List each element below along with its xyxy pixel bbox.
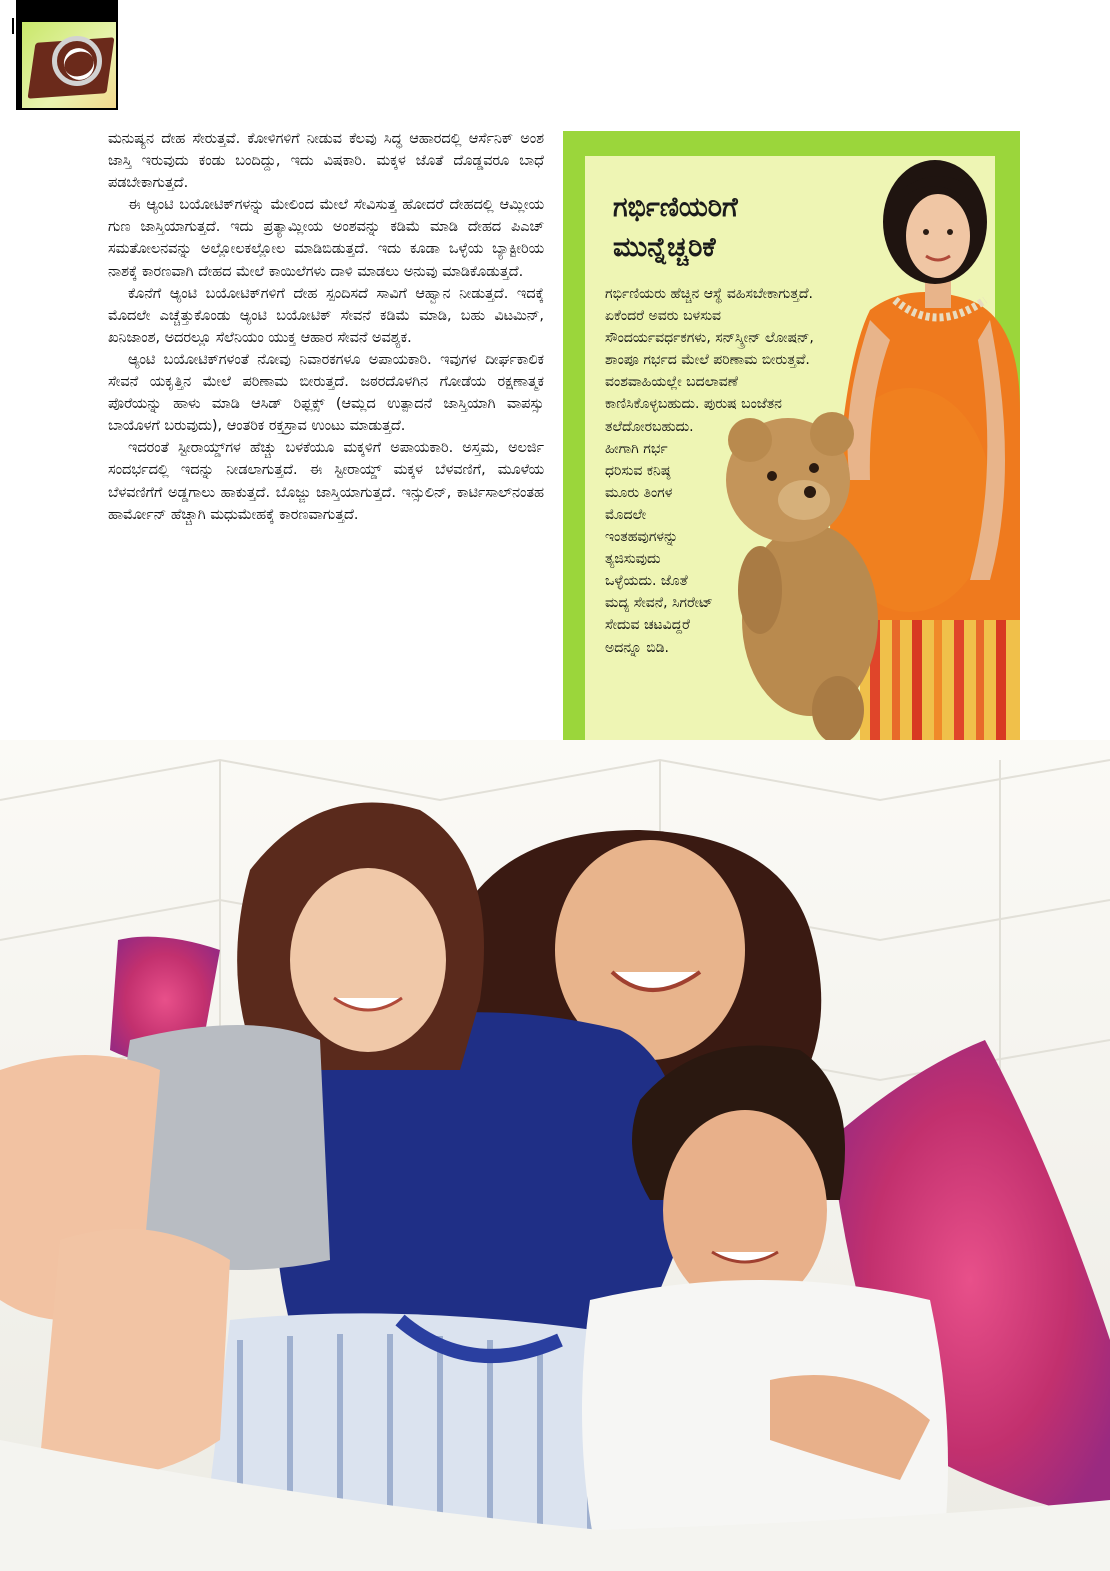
sidebar-line: ಧರಿಸುವ ಕನಿಷ್ಠ <box>605 462 671 479</box>
article-paragraph: ಕೊನೆಗೆ ಆ್ಯಂಟಿ ಬಯೋಟಿಕ್‌ಗಳಿಗೆ ದೇಹ ಸ್ಪಂದಿಸದೆ ಸಾವಿಗೆ ಆಹ್ವಾನ ನೀಡುತ್ತದೆ. ಇದಕ್ಕೆ ಮೊದಲೇ ಎಚ್ಚೆತ್ತುಕೊಂಡು ಆ್ಯಂಟಿ ಬಯೋಟಿಕ್ ಸೇವನೆ ಕಡಿಮೆ ಮಾಡಿ, ಬಹು ವಿಟಮಿನ್, ಖನಿಜಾಂಶ, ಅದರಲ್ಲೂ ಸೆಲೆನಿಯಂ ಯುಕ್ತ ಆಹಾರ ಸೇವನೆ ಅವಶ್ಯಕ. <box>108 285 544 346</box>
sidebar-line: ತಲೆದೋರಬಹುದು. <box>605 418 694 435</box>
sidebar-line: ಹೀಗಾಗಿ ಗರ್ಭ <box>605 440 668 457</box>
eye <box>923 229 929 235</box>
sidebar-line: ವಂಶವಾಹಿಯಲ್ಲೇ ಬದಲಾವಣೆ <box>605 374 738 391</box>
sidebar-line: ಒಳ್ಳೆಯದು. ಜೊತೆ <box>605 573 688 590</box>
girl-leg <box>40 1229 230 1476</box>
article-paragraph: ಮನುಷ್ಯನ ದೇಹ ಸೇರುತ್ತವೆ. ಕೋಳಿಗಳಿಗೆ ನೀಡುವ ಕೆಲವು ಸಿದ್ಧ ಆಹಾರದಲ್ಲಿ ಆರ್ಸೆನಿಕ್ ಅಂಶ ಜಾಸ್ತಿ ಇರುವುದು ಕಂಡು ಬಂದಿದ್ದು, ಇದು ವಿಷಕಾರಿ. ಮಕ್ಕಳ ಜೊತೆ ದೊಡ್ಡವರೂ ಬಾಧೆ ಪಡಬೇಕಾಗುತ್ತದೆ. <box>108 131 544 192</box>
sidebar-line: ಸೇದುವ ಚಟವಿದ್ದರೆ <box>605 617 690 634</box>
sidebar-title-line: ಗರ್ಭಿಣಿಯರಿಗೆ <box>613 192 738 223</box>
sidebar-line: ಸೌಂದರ್ಯವರ್ಧಕಗಳು, ಸನ್‌ಸ್ಕ್ರೀನ್ ಲೋಷನ್, <box>605 330 814 347</box>
pregnant-woman-photo <box>720 150 1020 762</box>
sidebar-line: ಇಂತಹವುಗಳನ್ನು <box>605 529 679 546</box>
article-paragraph: ಈ ಆ್ಯಂಟಿ ಬಯೋಟಿಕ್‌ಗಳನ್ನು ಮೇಲಿಂದ ಮೇಲೆ ಸೇವಿಸುತ್ತ ಹೋದರೆ ದೇಹದಲ್ಲಿ ಆಮ್ಲೀಯ ಗುಣ ಜಾಸ್ತಿಯಾಗುತ್ತದೆ. ಇದು ಪ್ರತ್ಯಾಮ್ಲೀಯ ಅಂಶವನ್ನು ಕಡಿಮೆ ಮಾಡಿ ದೇಹದ ಪಿಎಚ್ ಸಮತೋಲನವನ್ನು ಅಲ್ಲೋಲಕಲ್ಲೋಲ ಮಾಡಿಬಿಡುತ್ತದೆ. ಇದು ಕೂಡಾ ಒಳ್ಳೆಯ ಬ್ಯಾಕ್ಟೀರಿಯ ನಾಶಕ್ಕೆ ಕಾರಣವಾಗಿ ದೇಹದ ಮೇಲೆ ಕಾಯಿಲೆಗಳು ದಾಳಿ ಮಾಡಲು ಅನುವು ಮಾಡಿಕೊಡುತ್ತದೆ. <box>108 197 544 280</box>
article-body <box>108 128 544 526</box>
corner-crop-mark <box>0 18 14 34</box>
face <box>906 194 970 278</box>
boy-face <box>663 1110 827 1310</box>
sidebar-line: ತ್ಯಜಿಸುವುದು <box>605 551 661 568</box>
sidebar-line: ಏಕೆಂದರೆ ಅವರು ಬಳಸುವ <box>605 308 722 325</box>
eye <box>947 229 953 235</box>
sidebar-line: ಕಾಣಿಸಿಕೊಳ್ಳಬಹುದು. ಪುರುಷ ಬಂಜೆತನ <box>605 396 782 413</box>
sidebar-title-line: ಮುನ್ನೆಚ್ಚರಿಕೆ <box>613 232 716 263</box>
striped-trousers <box>860 602 1020 762</box>
girl-face <box>290 868 446 1052</box>
sidebar-line: ಶಾಂಪೂ ಗರ್ಭದ ಮೇಲೆ ಪರಿಣಾಮ ಬೀರುತ್ತವೆ. <box>605 352 810 369</box>
family-photo <box>0 740 1110 1571</box>
article-paragraph: ಇದರಂತೆ ಸ್ಟೀರಾಯ್ಡ್‌ಗಳ ಹೆಚ್ಚು ಬಳಕೆಯೂ ಮಕ್ಕಳಿಗೆ ಅಪಾಯಕಾರಿ. ಅಸ್ತಮ, ಅಲರ್ಜಿ ಸಂದರ್ಭದಲ್ಲಿ ಇದನ್ನು ನೀಡಲಾಗುತ್ತದೆ. ಈ ಸ್ಟೀರಾಯ್ಡ್ ಮಕ್ಕಳ ಬೆಳವಣಿಗೆ, ಮೂಳೆಯ ಬೆಳವಣಿಗೆಗೆ ಅಡ್ಡಗಾಲು ಹಾಕುತ್ತದೆ. ಬೊಜ್ಜು ಜಾಸ್ತಿಯಾಗುತ್ತದೆ. ಇನ್ಸುಲಿನ್, ಕಾರ್ಟಿಸಾಲ್‌ನಂತಹ ಹಾರ್ಮೋನ್ ಹೆಚ್ಚಾಗಿ ಮಧುಮೇಹಕ್ಕೆ ಕಾರಣವಾಗುತ್ತದೆ. <box>108 440 544 523</box>
sidebar-line: ಮೊದಲೇ <box>605 506 647 523</box>
sidebar-line: ಗರ್ಭಿಣಿಯರು ಹೆಚ್ಚಿನ ಆಸ್ಥೆ ವಹಿಸಬೇಕಾಗುತ್ತದೆ. <box>605 286 813 302</box>
magazine-logo-icon <box>22 22 116 108</box>
sidebar-line: ಮೂರು ತಿಂಗಳ <box>605 484 673 501</box>
article-paragraph: ಆ್ಯಂಟಿ ಬಯೋಟಿಕ್‌ಗಳಂತೆ ನೋವು ನಿವಾರಕಗಳೂ ಅಪಾಯಕಾರಿ. ಇವುಗಳ ದೀರ್ಘಕಾಲಿಕ ಸೇವನೆ ಯಕೃತ್ತಿನ ಮೇಲೆ ಪರಿಣಾಮ ಬೀರುತ್ತದೆ. ಜಠರದೊಳಗಿನ ಗೋಡೆಯ ರಕ್ಷಣಾತ್ಮಕ ಪೊರೆಯನ್ನು ಹಾಳು ಮಾಡಿ ಆಸಿಡ್ ರಿಫ್ಲಕ್ಸ್ (ಆಮ್ಲದ ಉತ್ಪಾದನೆ ಜಾಸ್ತಿಯಾಗಿ ವಾಪಸ್ಸು ಬಾಯೊಳಗೆ ಬರುವುದು), ಆಂತರಿಕ ರಕ್ತಸ್ರಾವ ಉಂಟು ಮಾಡುತ್ತದೆ. <box>108 351 544 435</box>
sidebar-line: ಮದ್ಯ ಸೇವನೆ, ಸಿಗರೇಟ್ <box>605 595 713 612</box>
sidebar-line: ಅದನ್ನೂ ಬಿಡಿ. <box>605 639 670 656</box>
